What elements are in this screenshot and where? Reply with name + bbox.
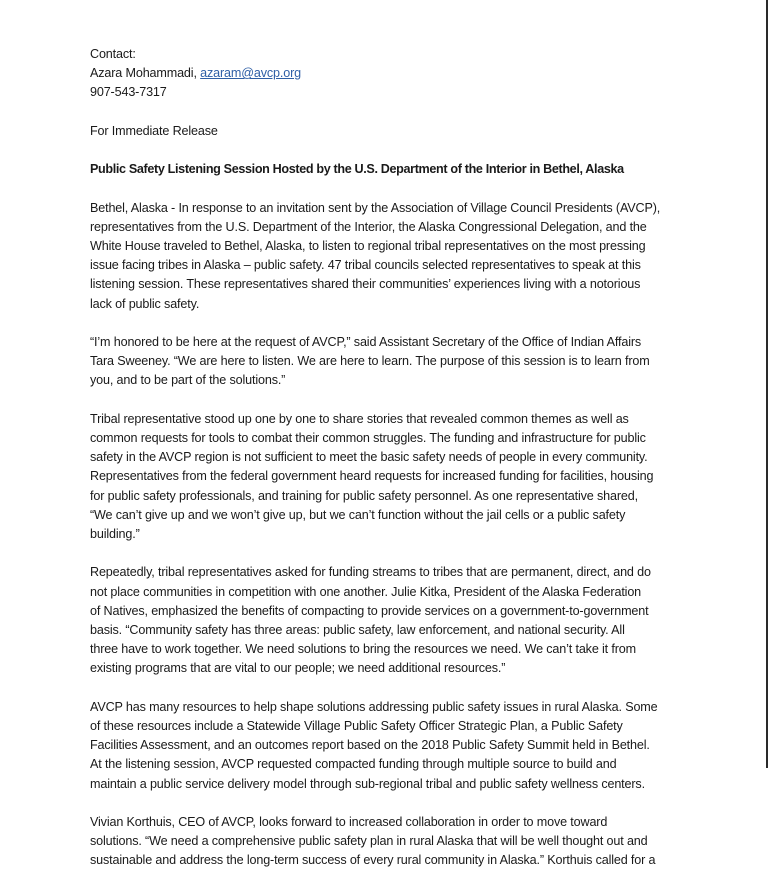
text-line: building.” <box>90 527 140 541</box>
text-line: “We can’t give up and we won’t give up, but we can’t function without the jail cells or a public safety <box>90 507 626 522</box>
contact-label: Contact: <box>90 47 136 61</box>
spacer <box>90 314 700 333</box>
text-line: solutions. “We need a comprehensive public safety plan in rural Alaska that will be well thought out and <box>90 834 648 849</box>
paragraph-sweeney-quote <box>90 333 700 391</box>
text-line: safety in the AVCP region is not sufficient to meet the basic safety needs of people in every community. <box>90 450 648 465</box>
text-line: listening session. These representatives shared their communities’ experiences living with a notorious <box>90 277 641 292</box>
text-line: At the listening session, AVCP requested compacted funding through multiple source to build and <box>90 757 617 772</box>
spacer <box>90 679 700 698</box>
contact-email-link[interactable]: azaram@avcp.org <box>200 66 301 81</box>
text-line: issue facing tribes in Alaska – public safety. 47 tribal councils selected representatives to speak at this <box>90 258 641 273</box>
spacer <box>90 179 700 198</box>
text-line: “I’m honored to be here at the request of AVCP,” said Assistant Secretary of the Office of Indian Affairs <box>90 334 642 349</box>
text-line: for public safety professionals, and training for public safety personnel. As one representative shared, <box>90 488 638 503</box>
text-line: of these resources include a Statewide Village Public Safety Officer Strategic Plan, a Public Safety <box>90 719 623 733</box>
text-line: Facilities Assessment, and an outcomes report based on the 2018 Public Safety Summit held in Bethel. <box>90 738 650 753</box>
text-line: Representatives from the federal government heard requests for increased funding for facilities, housing <box>90 469 654 484</box>
spacer <box>90 103 700 122</box>
text-line: existing programs that are vital to our people; we need additional resources.” <box>90 661 506 676</box>
text-line: AVCP has many resources to help shape solutions addressing public safety issues in rural Alaska. Some <box>90 699 658 714</box>
text-line: Repeatedly, tribal representatives asked for funding streams to tribes that are permanent, direct, and do <box>90 565 651 580</box>
paragraph-avcp-resources <box>90 698 700 794</box>
text-line: Bethel, Alaska - In response to an invitation sent by the Association of Village Council Presidents (AVCP), <box>90 200 661 215</box>
spacer <box>90 544 700 563</box>
text-line: common requests for tools to combat their common struggles. The funding and infrastructure for public <box>90 430 646 445</box>
paragraph-korthuis <box>90 813 700 871</box>
text-line: representatives from the U.S. Department of the Interior, the Alaska Congressional Delegation, and the <box>90 219 647 234</box>
text-line: White House traveled to Bethel, Alaska, to listen to regional tribal representatives on the most pressing <box>90 238 646 253</box>
text-line: basis. “Community safety has three areas: public safety, law enforcement, and national security. All <box>90 623 625 637</box>
contact-name: Azara Mohammadi, <box>90 66 201 81</box>
contact-phone: 907-543-7317 <box>90 85 167 100</box>
paragraph-tribal-representatives <box>90 410 700 544</box>
contact-name-line <box>90 64 700 83</box>
text-line: lack of public safety. <box>90 296 200 311</box>
text-line: you, and to be part of the solutions.” <box>90 373 286 388</box>
paragraph-intro <box>90 199 700 314</box>
text-line: Tara Sweeney. “We are here to listen. We are here to learn. The purpose of this session is to learn from <box>90 354 650 369</box>
release-note: For Immediate Release <box>90 123 218 138</box>
spacer <box>90 794 700 813</box>
paragraph-funding-streams <box>90 563 700 678</box>
spacer <box>90 141 700 160</box>
press-release-body <box>90 45 700 871</box>
text-line: not place communities in competition with one another. Julie Kitka, President of the Alaska Federation <box>90 584 642 599</box>
text-line: three have to work together. We need solutions to bring the resources we need. We can’t take it from <box>90 642 636 657</box>
text-line: Tribal representative stood up one by one to share stories that revealed common themes as well as <box>90 411 629 426</box>
text-line: of Natives, emphasized the benefits of compacting to provide services on a government-to-government <box>90 603 649 618</box>
spacer <box>90 391 700 410</box>
contact-block <box>90 45 700 103</box>
headline: Public Safety Listening Session Hosted by the U.S. Department of the Interior in Bethel, Alaska <box>90 162 624 177</box>
text-line: maintain a public service delivery model through sub-regional tribal and public safety wellness centers. <box>90 776 645 791</box>
text-line: Vivian Korthuis, CEO of AVCP, looks forward to increased collaboration in order to move toward <box>90 815 608 829</box>
text-line: sustainable and address the long-term success of every rural community in Alaska.” Korthuis called for a <box>90 853 656 868</box>
